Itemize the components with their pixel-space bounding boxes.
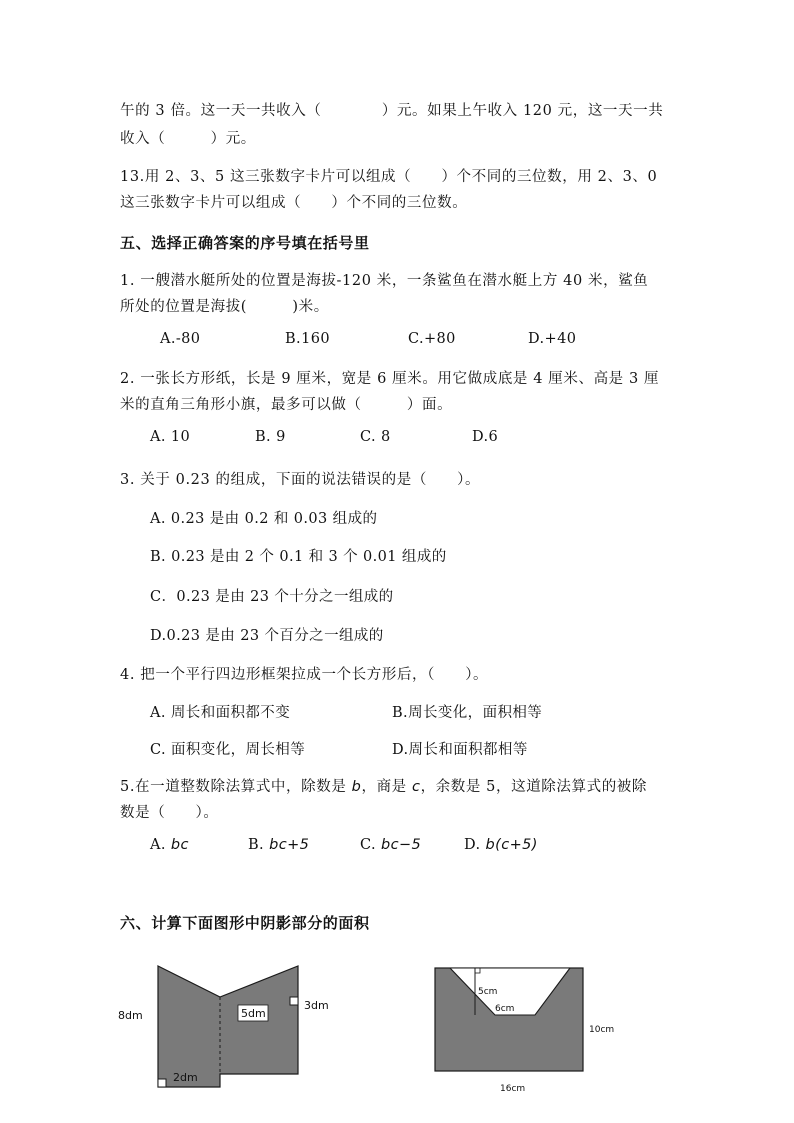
q13-line1: 13.用 2、3、5 这三张数字卡片可以组成（ ）个不同的三位数，用 2、3、0 — [120, 169, 658, 185]
s5q2-line1: 2. 一张长方形纸，长是 9 厘米，宽是 6 厘米。用它做成底是 4 厘米、高是 3 厘 — [120, 371, 660, 387]
s5q2-line2: 米的直角三角形小旗，最多可以做（ ）面。 — [120, 397, 453, 413]
figure2-label-5cm: 5cm — [478, 987, 498, 997]
s5q5-option-b-letter: B. — [248, 837, 265, 853]
s5q5-line2: 数是（ ）。 — [120, 805, 219, 821]
q13-line2: 这三张数字卡片可以组成（ ）个不同的三位数。 — [120, 195, 468, 211]
s5q4-option-b: B.周长变化，面积相等 — [392, 705, 543, 721]
figure1-label-3dm: 3dm — [304, 999, 329, 1012]
s5q5-option-c-expr: bc−5 — [381, 837, 422, 853]
s5q5-var-c: c — [411, 779, 421, 795]
figure1-right-angle-mark-right — [290, 997, 298, 1005]
figure2-label-10cm: 10cm — [589, 1025, 615, 1035]
s5q3-option-d: D.0.23 是由 23 个百分之一组成的 — [150, 628, 384, 644]
s5q4-option-d: D.周长和面积都相等 — [392, 742, 528, 758]
s5q3-option-c: C．0.23 是由 23 个十分之一组成的 — [150, 589, 394, 605]
s5q1-line2: 所处的位置是海拔( )米。 — [120, 299, 329, 315]
s5q5-line1 — [120, 775, 647, 796]
section5-title: 五、选择正确答案的序号填在括号里 — [120, 234, 370, 252]
s5q5-option-a — [150, 837, 189, 853]
figure2-label-6cm: 6cm — [495, 1004, 515, 1014]
s5q5-option-d-expr: b(c+5) — [485, 837, 538, 853]
s5q2-option-b: B. 9 — [255, 429, 286, 445]
figure1-shaded-region — [158, 966, 298, 1087]
s5q4-option-c: C. 面积变化，周长相等 — [150, 742, 306, 758]
figure1-label-8dm: 8dm — [118, 1009, 143, 1022]
figure1-shape — [118, 958, 348, 1092]
q12-line1: 午的 3 倍。这一天一共收入（ ）元。如果上午收入 120 元，这一天一共 — [120, 103, 664, 119]
s5q5-option-b — [248, 837, 309, 853]
s5q5-text-a: 5.在一道整数除法算式中，除数是 — [120, 779, 352, 795]
s5q5-var-b: b — [351, 779, 362, 795]
s5q1-option-c: C.+80 — [408, 331, 456, 347]
s5q3-line1: 3. 关于 0.23 的组成，下面的说法错误的是（ ）。 — [120, 472, 481, 488]
s5q1-line1: 1. 一艘潜水艇所处的位置是海拔-120 米，一条鲨鱼在潜水艇上方 40 米，鲨鱼 — [120, 273, 649, 289]
s5q1-option-a: A.-80 — [160, 331, 201, 347]
s5q4-line1: 4. 把一个平行四边形框架拉成一个长方形后，（ ）。 — [120, 667, 489, 683]
s5q5-option-d — [464, 837, 538, 853]
s5q5-option-a-expr: bc — [170, 837, 189, 853]
s5q2-option-c: C. 8 — [360, 429, 391, 445]
s5q1-option-d: D.+40 — [528, 331, 577, 347]
s5q5-option-d-letter: D. — [464, 837, 481, 853]
s5q3-option-a: A. 0.23 是由 0.2 和 0.03 组成的 — [150, 511, 378, 527]
s5q2-option-a: A. 10 — [150, 429, 191, 445]
s5q5-option-a-letter: A. — [150, 837, 166, 853]
figure2-shape — [430, 965, 620, 1097]
s5q5-text-c: ，余数是 5，这道除法算式的被除 — [420, 779, 647, 795]
s5q3-option-b: B. 0.23 是由 2 个 0.1 和 3 个 0.01 组成的 — [150, 549, 447, 565]
s5q5-option-c-letter: C. — [360, 837, 376, 853]
s5q5-text-b: ，商是 — [361, 779, 412, 795]
s5q1-option-b: B.160 — [285, 331, 330, 347]
figure1-right-angle-mark-bottom — [158, 1079, 166, 1087]
s5q5-option-c — [360, 837, 421, 853]
figure1-label-5dm: 5dm — [241, 1007, 266, 1020]
figure2-label-16cm: 16cm — [500, 1084, 526, 1094]
s5q5-option-b-expr: bc+5 — [269, 837, 310, 853]
q12-line2: 收入（ ）元。 — [120, 131, 256, 147]
s5q2-option-d: D.6 — [472, 429, 499, 445]
s5q4-option-a: A. 周长和面积都不变 — [150, 705, 291, 721]
section6-title: 六、计算下面图形中阴影部分的面积 — [120, 914, 370, 932]
figure1-label-2dm: 2dm — [173, 1071, 198, 1084]
